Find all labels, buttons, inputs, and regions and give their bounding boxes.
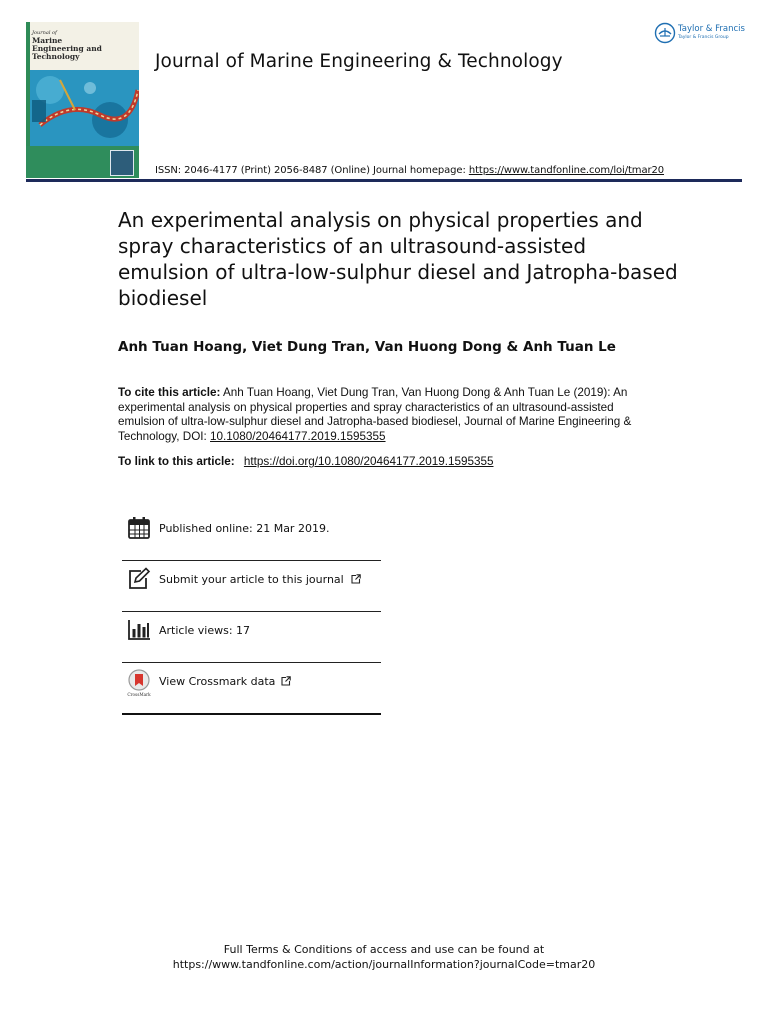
crossmark-link[interactable]: [159, 675, 291, 688]
external-link-icon: [281, 676, 291, 686]
cover-title: [32, 29, 116, 61]
crossmark-caption: CrossMark: [127, 692, 151, 697]
cover-thumbnail: [110, 150, 134, 176]
article-views: Article views: 17: [159, 624, 251, 637]
issn-text: ISSN: 2046-4177 (Print) 2056-8487 (Online) Journal homepage:: [155, 165, 466, 176]
submit-article-label: Submit your article to this journal: [159, 573, 344, 586]
submit-row[interactable]: [122, 561, 381, 612]
journal-homepage-link[interactable]: https://www.tandfonline.com/loi/tmar20: [468, 165, 665, 176]
edit-icon: [127, 567, 151, 591]
publisher-name: Taylor & Francis: [678, 24, 745, 34]
taylor-francis-logo-icon: [654, 22, 676, 44]
link-label: To link to this article:: [118, 455, 235, 468]
crossmark-row[interactable]: [122, 663, 381, 715]
doi-link[interactable]: 10.1080/20464177.2019.1595355: [210, 429, 386, 443]
crossmark-icon: [127, 669, 151, 697]
cite-text: Anh Tuan Hoang, Viet Dung Tran, Van Huong Dong & Anh Tuan Le (2019): An experimental analysis on physical properties and spray characteristics of an ultrasound-assisted emulsion of ultra-low-sulphur diesel and Jatropha-based biodiesel, Journal of Marine Engineering & Technology, DOI:: [118, 386, 632, 443]
article-link-line: [118, 455, 493, 468]
submit-article-link[interactable]: [159, 573, 361, 586]
article-doi-url[interactable]: https://doi.org/10.1080/20464177.2019.1595355: [243, 455, 494, 468]
header-rule: [26, 179, 742, 182]
footer-terms: [0, 942, 768, 972]
bar-chart-icon: [127, 618, 151, 642]
cover-title-line: Marine: [32, 36, 63, 45]
publisher-subtitle: Taylor & Francis Group: [678, 35, 729, 40]
footer-line-1: Full Terms & Conditions of access and use can be found at: [223, 943, 545, 956]
article-authors: Anh Tuan Hoang, Viet Dung Tran, Van Huong Dong & Anh Tuan Le: [118, 339, 616, 355]
article-title: An experimental analysis on physical properties and spray characteristics of an ultrasound-assisted emulsion of ultra-low-sulphur diesel and Jatropha-based biodiesel: [118, 208, 678, 310]
cover-artwork: [30, 70, 139, 146]
published-date: Published online: 21 Mar 2019.: [159, 522, 330, 535]
citation-block: [118, 386, 663, 444]
crossmark-label: View Crossmark data: [159, 675, 276, 688]
cite-label: To cite this article:: [118, 386, 221, 399]
taylor-francis-logo[interactable]: [654, 22, 749, 48]
published-row: [122, 510, 381, 561]
article-info-box: [122, 510, 381, 715]
journal-title: Journal of Marine Engineering & Technology: [155, 51, 563, 72]
cover-title-line: Technology: [32, 52, 80, 61]
external-link-icon: [351, 574, 361, 584]
cover-title-line: Engineering and: [32, 44, 102, 53]
views-row: [122, 612, 381, 663]
footer-terms-url[interactable]: https://www.tandfonline.com/action/journalInformation?journalCode=tmar20: [172, 958, 596, 971]
journal-cover-image: [26, 22, 139, 178]
issn-line: [155, 165, 664, 176]
calendar-icon: [127, 516, 151, 540]
cover-title-line: Journal of: [32, 30, 57, 36]
